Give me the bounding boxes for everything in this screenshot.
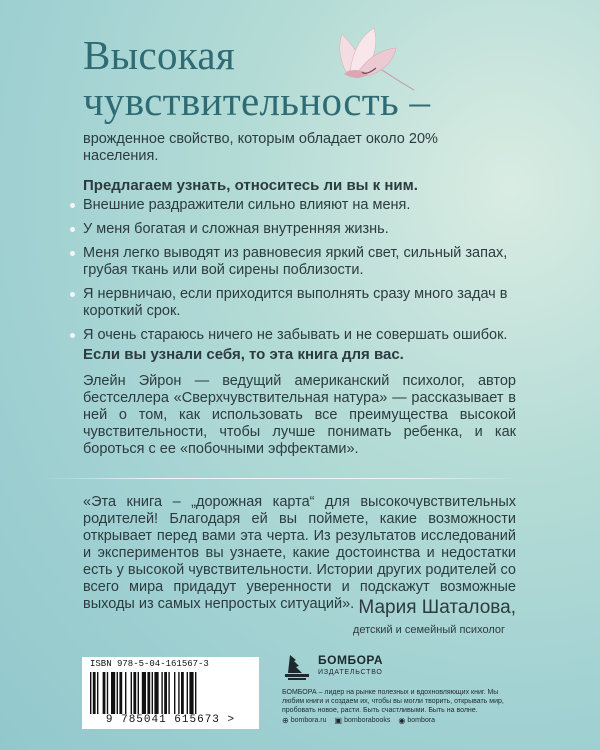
intro-text: врожденное свойство, которым обладает около 20% населения. — [83, 131, 438, 164]
ean-number: 9 785041 615673 > — [105, 714, 236, 726]
publisher-logo-icon — [282, 651, 312, 681]
list-item: Я очень стараюсь ничего не забывать и не совершать ошибок. — [70, 327, 530, 344]
globe-icon: ⊕ — [282, 716, 289, 725]
magnolia-flower-illustration — [318, 22, 418, 92]
social-link[interactable]: ◉ bombora — [398, 716, 435, 725]
divider-line — [40, 478, 520, 479]
author-description: Элейн Эйрон — ведущий американский психолог, автор бестселлера «Сверхчувствительная натура» — рассказывает в ней о том, как использовать все преимущества высокой чувствительности, чтобы лучше понимать ребенка, и как бороться с ее «побочными эффектами». — [83, 373, 516, 457]
title-line-1: Высокая — [83, 32, 236, 78]
barcode-bars — [90, 672, 251, 714]
list-item: Внешние раздражители сильно влияют на меня. — [70, 197, 530, 214]
review-quote: «Эта книга – „дорожная карта“ для высокочувствительных родителей! Благодаря ей вы поймете, какие возможности открывает перед вами эта черта. Из результатов исследований и экспериментов вы узнаете, какие достоинства и недостатки есть у высокой чувствительности. Истории других родителей со всего мира придадут уверенности и подскажут возможные выходы из самых непростых ситуаций». — [83, 494, 516, 612]
publisher-description: БОМБОРА – лидер на рынке полезных и вдохновляющих книг. Мы любим книги и создаем их, чтобы вы могли творить, открывать мир, пробовать новое, расти. Быть счастливыми. Быть на волне. — [282, 689, 504, 714]
website-link[interactable]: ⊕ bombora.ru — [282, 716, 327, 725]
list-item: Я нервничаю, если приходится выполнять сразу много задач в короткий срок. — [70, 286, 530, 320]
social-icons: ◉ — [398, 716, 406, 725]
book-for-you-lead: Если вы узнали себя, то эта книга для вас. — [83, 346, 404, 363]
quiz-lead: Предлагаем узнать, относитесь ли вы к ним. — [83, 177, 418, 194]
barcode-box — [82, 657, 259, 729]
quote-author: Мария Шаталова, — [358, 597, 516, 618]
isbn-label: ISBN 978-5-04-161567-3 — [90, 659, 209, 669]
symptom-list — [70, 197, 530, 351]
publisher-subtitle: ИЗДАТЕЛЬСТВО — [318, 669, 383, 676]
quote-author-role: детский и семейный психолог — [352, 624, 505, 636]
publisher-name: БОМБОРА — [318, 653, 384, 667]
publisher-links — [282, 716, 435, 725]
list-item: У меня богатая и сложная внутренняя жизнь. — [70, 221, 530, 238]
list-item: Меня легко выводят из равновесия яркий свет, сильный запах, грубая ткань или вой сирены поблизости. — [70, 245, 530, 279]
vk-icon: ▣ — [334, 716, 343, 725]
title-line-2: чувствительность – — [83, 78, 431, 124]
vk-link[interactable]: ▣ bomborabooks — [334, 716, 391, 725]
